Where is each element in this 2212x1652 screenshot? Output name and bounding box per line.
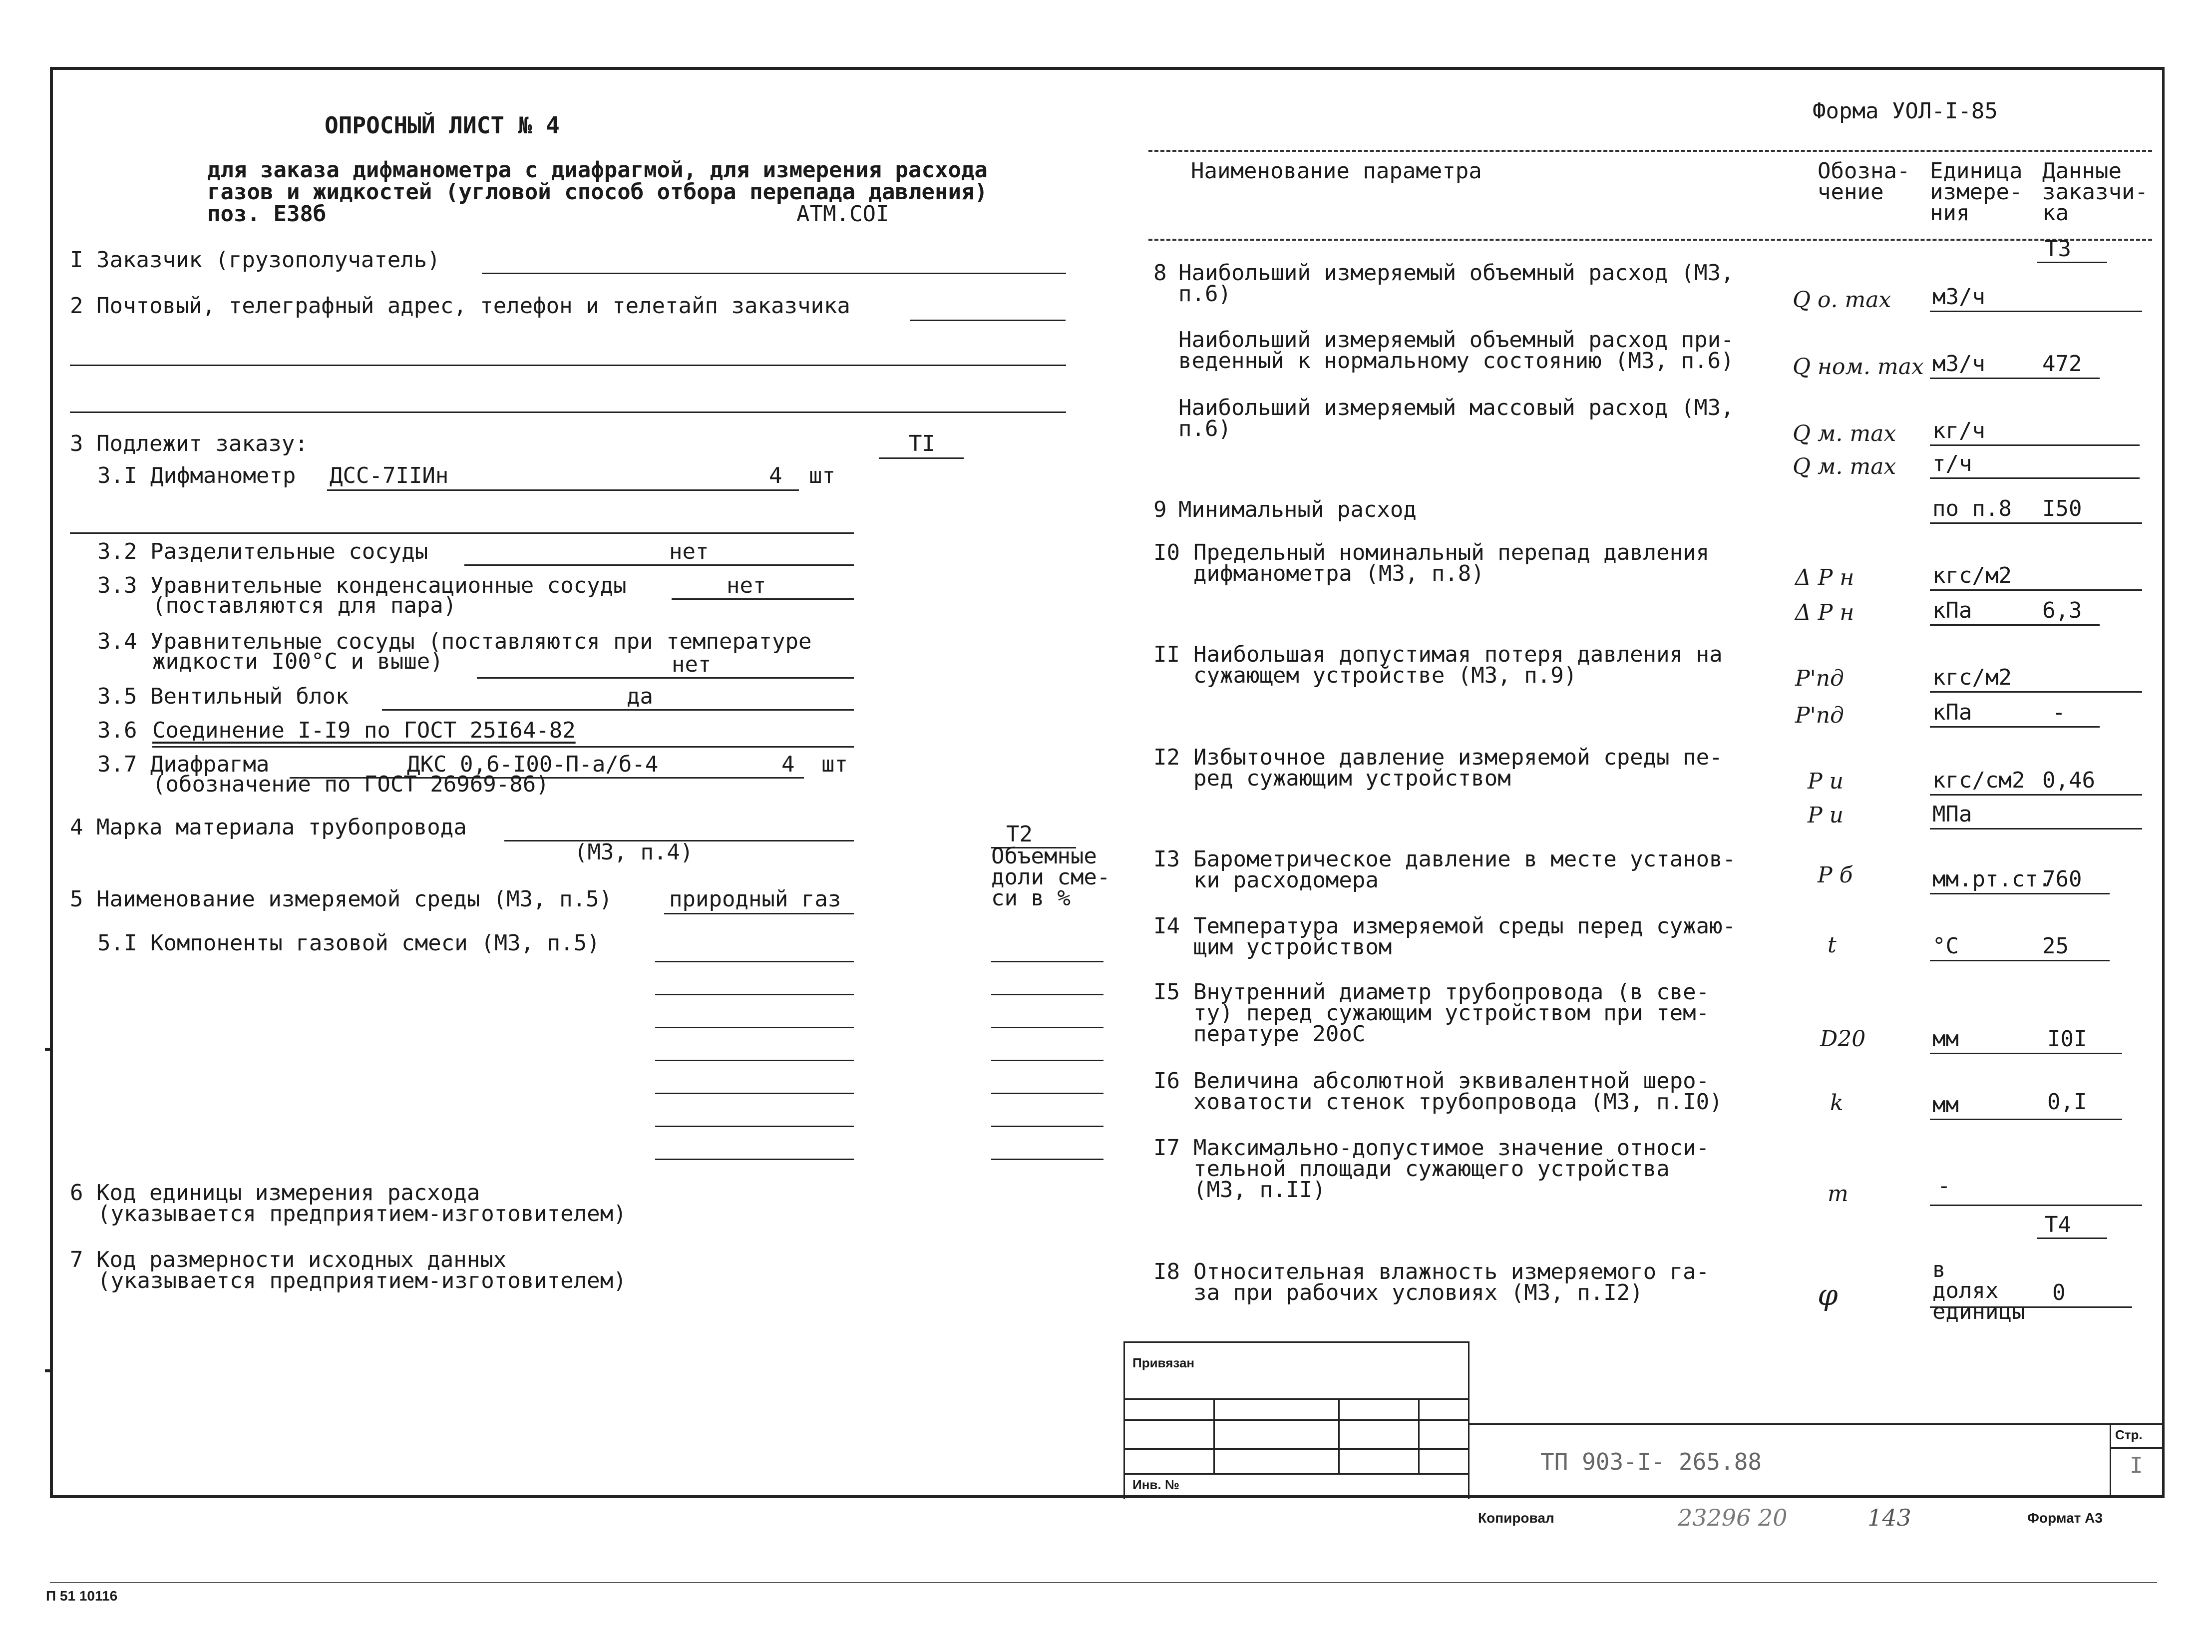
- volume-fraction-line-2: доли сме-: [991, 864, 1110, 890]
- stamp-main-top: [1468, 1423, 2165, 1425]
- component-line: [655, 961, 854, 962]
- subtitle-line-2: газов и жидкостей (угловой способ отбора перепада давления): [207, 179, 988, 205]
- t2-label: Т2: [1006, 822, 1033, 847]
- row-11b-unit: кПа: [1932, 700, 1972, 725]
- row-18-number: I8: [1153, 1259, 1180, 1284]
- item-5-medium-label: 5 Наименование измеряемой среды (МЗ, п.5): [70, 886, 613, 912]
- header-unit-2: измере-: [1930, 179, 2023, 205]
- bottom-cut-line: [50, 1582, 2157, 1583]
- row-17-unit: -: [1937, 1173, 1951, 1199]
- row-8c-line: [1930, 444, 2140, 446]
- stamp-page-divider: [2110, 1423, 2111, 1498]
- row-8b-line-1: Наибольший измеряемый объемный расход при-: [1178, 327, 1734, 353]
- fraction-line: [991, 994, 1104, 995]
- header-data-2: заказчи-: [2042, 179, 2148, 205]
- row-8c-line-2: п.6): [1178, 416, 1231, 441]
- row-8-line: [1930, 311, 2142, 312]
- row-9-line-1: Минимальный расход: [1178, 497, 1417, 522]
- row-12-line-1: Избыточное давление измеряемой среды пе-: [1193, 745, 1723, 770]
- stamp-top: [1123, 1341, 1468, 1343]
- row-14-symbol: t: [1828, 932, 1837, 958]
- row-10b-symbol: Δ P н: [1795, 600, 1854, 625]
- header-symbol-2: чение: [1818, 179, 1884, 205]
- item-1-customer: I Заказчик (грузополучатель): [70, 247, 440, 273]
- item-3-5-label: 3.5 Вентильный блок: [97, 684, 349, 709]
- fraction-line: [991, 1027, 1104, 1028]
- row-14-number: I4: [1153, 913, 1180, 939]
- item-3-1-label: 3.I Дифманометр: [97, 463, 296, 488]
- row-15-number: I5: [1153, 979, 1180, 1005]
- customer-field-line: [482, 273, 1066, 274]
- row-11b-symbol: P'пд: [1795, 703, 1844, 728]
- margin-tick: [45, 1369, 53, 1372]
- row-13-line-2: ки расходомера: [1193, 867, 1379, 893]
- row-12-symbol: P и: [1808, 769, 1843, 794]
- row-11-line-2: сужающем устройстве (МЗ, п.9): [1193, 663, 1577, 688]
- row-10b-line: [1930, 624, 2100, 626]
- row-14-line-1: Температура измеряемой среды перед сужаю-: [1193, 913, 1736, 939]
- row-10-symbol: Δ P н: [1795, 565, 1854, 590]
- row-10-unit: кгс/м2: [1932, 563, 2012, 588]
- volume-fraction-line-3: си в %: [991, 885, 1071, 911]
- row-8b-value: 472: [2042, 351, 2082, 377]
- row-11-unit: кгс/м2: [1932, 665, 2012, 690]
- row-14-value: 25: [2042, 933, 2069, 959]
- fraction-line: [991, 1126, 1104, 1127]
- t4-label: Т4: [2045, 1212, 2071, 1238]
- stamp-col: [1418, 1398, 1420, 1473]
- item-3-6-number: 3.6: [97, 718, 137, 743]
- row-13-unit: мм.рт.ст.: [1932, 866, 2052, 892]
- row-8-number: 8: [1153, 260, 1167, 286]
- form-code: Форма УОЛ-I-85: [1813, 98, 1998, 124]
- row-8-line-1: Наибольший измеряемый объемный расход (МЗ,: [1178, 260, 1734, 286]
- row-13-number: I3: [1153, 846, 1180, 872]
- fraction-line: [991, 961, 1104, 962]
- row-12-line-2: ред сужающим устройством: [1193, 766, 1511, 791]
- row-14-line-2: щим устройством: [1193, 934, 1392, 960]
- row-18-line: [1930, 1306, 2132, 1308]
- component-line: [655, 994, 854, 995]
- row-8b-line-2: веденный к нормальному состоянию (МЗ, п.6): [1178, 348, 1734, 374]
- item-4-material: 4 Марка материала трубопровода: [70, 815, 467, 840]
- item-2-address: 2 Почтовый, телеграфный адрес, телефон и телетайп заказчика: [70, 293, 850, 319]
- row-15-line-3: пературе 20оС: [1193, 1021, 1366, 1047]
- row-14-unit: °С: [1932, 933, 1959, 959]
- item-5-medium-value: природный газ: [669, 886, 841, 912]
- row-18-value: 0: [2052, 1280, 2066, 1305]
- component-line: [655, 1027, 854, 1028]
- row-17-line-1: Максимально-допустимое значение относи-: [1193, 1135, 1710, 1161]
- item-7-line-2: (указывается предприятием-изготовителем): [97, 1268, 627, 1293]
- row-11-line-1: Наибольшая допустимая потеря давления на: [1193, 642, 1723, 667]
- row-9-value: I50: [2042, 496, 2082, 521]
- component-line: [655, 1159, 854, 1160]
- row-16-number: I6: [1153, 1068, 1180, 1094]
- document-code: ТП 903-I- 265.88: [1540, 1448, 1762, 1475]
- item-5-1-components: 5.I Компоненты газовой смеси (МЗ, п.5): [97, 930, 600, 956]
- row-15-value: I0I: [2047, 1026, 2087, 1052]
- stamp-row: [1123, 1448, 1468, 1450]
- copied-label: Копировал: [1478, 1510, 1554, 1526]
- row-8c-line-1: Наибольший измеряемый массовый расход (МЗ,: [1178, 395, 1734, 420]
- stamp-row: [1123, 1419, 1468, 1421]
- item-3-3-label: 3.3 Уравнительные конденсационные сосуды: [97, 573, 627, 598]
- stamp-row: [1123, 1398, 1468, 1400]
- header-unit-3: ния: [1930, 200, 1970, 226]
- address-field-line-2: [70, 365, 1066, 366]
- item-3-7-value: ДКС 0,6-I00-П-а/б-4: [407, 752, 659, 777]
- row-18-symbol: φ: [1818, 1278, 1838, 1312]
- copy-sheet: 143: [1867, 1504, 1911, 1531]
- row-12-value: 0,46: [2042, 768, 2095, 793]
- header-data-3: ка: [2042, 200, 2069, 226]
- row-15-line-1: Внутренний диаметр трубопровода (в све-: [1193, 979, 1710, 1005]
- row-13-line: [1930, 893, 2110, 894]
- row-10-line-2: дифманометра (МЗ, п.8): [1193, 561, 1484, 586]
- row-12-unit: кгс/см2: [1932, 768, 2025, 793]
- row-17-line-3: (МЗ, п.II): [1193, 1177, 1326, 1203]
- component-line: [655, 1060, 854, 1061]
- row-8d-symbol: Q м. max: [1793, 454, 1896, 479]
- item-3-1-qty: 4: [769, 463, 782, 488]
- t1-underline: [879, 457, 964, 459]
- row-8d-line: [1930, 477, 2140, 479]
- row-15-line: [1930, 1053, 2122, 1054]
- stamp-inv-no: Инв. №: [1132, 1477, 1179, 1492]
- header-unit-1: Единица: [1930, 158, 2023, 184]
- item-3-6-line: [152, 746, 854, 748]
- row-13-line-1: Барометрическое давление в месте установ-: [1193, 846, 1736, 872]
- item-3-3-line: [672, 598, 854, 600]
- row-9-number: 9: [1153, 497, 1167, 522]
- row-12b-symbol: P и: [1808, 803, 1843, 828]
- row-12-number: I2: [1153, 745, 1180, 770]
- item-3-1-line: [327, 489, 799, 491]
- header-bottom-rule: [1148, 239, 2152, 241]
- stamp-page-row: [2110, 1447, 2165, 1449]
- component-line: [655, 1093, 854, 1094]
- format-label: Формат А3: [2027, 1510, 2103, 1526]
- item-3-5-value: да: [627, 684, 653, 709]
- item-3-4-line-1: 3.4 Уравнительные сосуды (поставляются при температуре: [97, 629, 812, 654]
- row-14-line: [1930, 960, 2110, 961]
- item-3-4-line-2: жидкости I00°С и выше): [152, 649, 443, 674]
- stamp-col: [1213, 1398, 1215, 1473]
- t3-label: Т3: [2045, 236, 2071, 262]
- row-18-line-2: за при рабочих условиях (МЗ, п.I2): [1193, 1280, 1643, 1305]
- item-3-4-line: [477, 677, 854, 679]
- copy-number: 23296 20: [1678, 1504, 1788, 1531]
- separator-line: [70, 532, 854, 534]
- volume-fraction-line-1: Объемные: [991, 843, 1097, 869]
- row-8c-unit: кг/ч: [1932, 418, 1985, 443]
- row-16-symbol: k: [1830, 1090, 1843, 1116]
- item-5-line: [664, 913, 854, 914]
- row-15-symbol: D20: [1820, 1026, 1866, 1052]
- subtitle-line-1: для заказа дифманометра с диафрагмой, для измерения расхода: [207, 157, 988, 183]
- item-3-2-label: 3.2 Разделительные сосуды: [97, 539, 428, 564]
- stamp-right: [1468, 1341, 1470, 1499]
- row-8c-symbol: Q м. max: [1793, 421, 1896, 446]
- item-3-1-value: ДСС-7IIИн: [330, 463, 449, 488]
- item-3-order: 3 Подлежит заказу:: [70, 431, 308, 456]
- item-3-7-qty: 4: [781, 752, 795, 777]
- row-8d-unit: т/ч: [1932, 451, 1972, 476]
- item-3-2-line: [464, 564, 854, 566]
- item-6-line-1: 6 Код единицы измерения расхода: [70, 1180, 480, 1206]
- row-11b-value: -: [2052, 700, 2066, 725]
- item-3-1-unit: шт: [809, 463, 835, 488]
- row-8-symbol: Q о. max: [1793, 287, 1891, 313]
- row-16-line: [1930, 1119, 2122, 1120]
- fraction-line: [991, 1159, 1104, 1160]
- fraction-line: [991, 1060, 1104, 1061]
- row-11-line: [1930, 691, 2142, 693]
- t3-underline: [2037, 262, 2107, 263]
- header-data-1: Данные: [2042, 158, 2122, 184]
- row-11-number: II: [1153, 642, 1180, 667]
- row-18-line-1: Относительная влажность измеряемого га-: [1193, 1259, 1710, 1284]
- row-10b-unit: кПа: [1932, 598, 1972, 623]
- row-16-unit: мм: [1932, 1092, 1959, 1118]
- row-10-line-1: Предельный номинальный перепад давления: [1193, 540, 1710, 565]
- row-17-line-2: тельной площади сужающего устройства: [1193, 1156, 1670, 1182]
- item-3-3-note: (поставляются для пара): [152, 593, 457, 618]
- margin-tick: [45, 1048, 53, 1051]
- row-9-line: [1930, 522, 2142, 524]
- t1-label: TI: [909, 431, 935, 456]
- item-3-7-label: 3.7 Диафрагма: [97, 752, 270, 777]
- row-17-symbol: m: [1828, 1181, 1848, 1207]
- address-field-line: [910, 320, 1066, 321]
- component-line: [655, 1126, 854, 1127]
- row-10b-value: 6,3: [2042, 598, 2082, 623]
- row-13-value: 760: [2042, 866, 2082, 892]
- item-3-3-value: нет: [727, 573, 766, 598]
- row-10-number: I0: [1153, 540, 1180, 565]
- header-symbol-1: Обозна-: [1818, 158, 1910, 184]
- row-13-symbol: P б: [1818, 862, 1853, 888]
- row-12b-unit: МПа: [1932, 802, 1972, 827]
- stamp-privyazan: Привязан: [1132, 1355, 1195, 1370]
- item-3-6-value: Соединение I-I9 по ГОСТ 25I64-82: [152, 718, 576, 743]
- row-9-unit: по п.8: [1932, 496, 2012, 521]
- row-11-symbol: P'пд: [1795, 666, 1844, 691]
- item-3-2-value: нет: [669, 539, 709, 564]
- row-8b-line: [1930, 378, 2100, 379]
- item-3-7-note: (обозначение по ГОСТ 26969-86): [152, 772, 549, 797]
- row-12b-line: [1930, 828, 2142, 829]
- header-parameter: Наименование параметра: [1191, 158, 1482, 184]
- row-17-number: I7: [1153, 1135, 1180, 1161]
- row-18-unit: в долях единицы: [1932, 1257, 2025, 1324]
- row-8-unit: м3/ч: [1932, 284, 1985, 310]
- t4-underline: [2037, 1238, 2107, 1239]
- row-11b-line: [1930, 726, 2100, 728]
- stamp-page-label: Стр.: [2115, 1427, 2143, 1442]
- row-17-line: [1930, 1205, 2142, 1206]
- form-title: ОПРОСНЫЙ ЛИСТ № 4: [325, 112, 560, 139]
- item-6-line-2: (указывается предприятием-изготовителем): [97, 1201, 627, 1227]
- row-16-value: 0,I: [2047, 1089, 2087, 1115]
- header-top-rule: [1148, 150, 2152, 152]
- item-3-4-value: нет: [672, 652, 712, 677]
- row-8b-unit: м3/ч: [1932, 351, 1985, 377]
- address-field-line-3: [70, 412, 1066, 413]
- item-4-note: (МЗ, п.4): [574, 839, 694, 865]
- stamp-page-value: I: [2130, 1453, 2143, 1478]
- corner-code: П 51 10116: [46, 1588, 118, 1604]
- item-3-7-unit: шт: [821, 752, 848, 777]
- row-12-line: [1930, 794, 2142, 796]
- stamp-col: [1338, 1398, 1340, 1473]
- row-8-line-2: п.6): [1178, 281, 1231, 307]
- row-16-line-2: ховатости стенок трубопровода (МЗ, п.I0): [1193, 1089, 1723, 1115]
- row-15-unit: мм: [1932, 1026, 1959, 1052]
- row-8b-symbol: Q ном. max: [1793, 354, 1924, 380]
- row-16-line-1: Величина абсолютной эквивалентной шеро-: [1193, 1068, 1710, 1094]
- position-label: поз. Е38б: [207, 201, 327, 227]
- row-15-line-2: ту) перед сужающим устройством при тем-: [1193, 1000, 1710, 1026]
- stamp-row: [1123, 1473, 1468, 1475]
- item-7-line-1: 7 Код размерности исходных данных: [70, 1247, 507, 1272]
- row-10-line: [1930, 589, 2142, 591]
- fraction-line: [991, 1093, 1104, 1094]
- atm-code: АТМ.СОI: [796, 201, 889, 227]
- item-3-5-line: [382, 709, 854, 711]
